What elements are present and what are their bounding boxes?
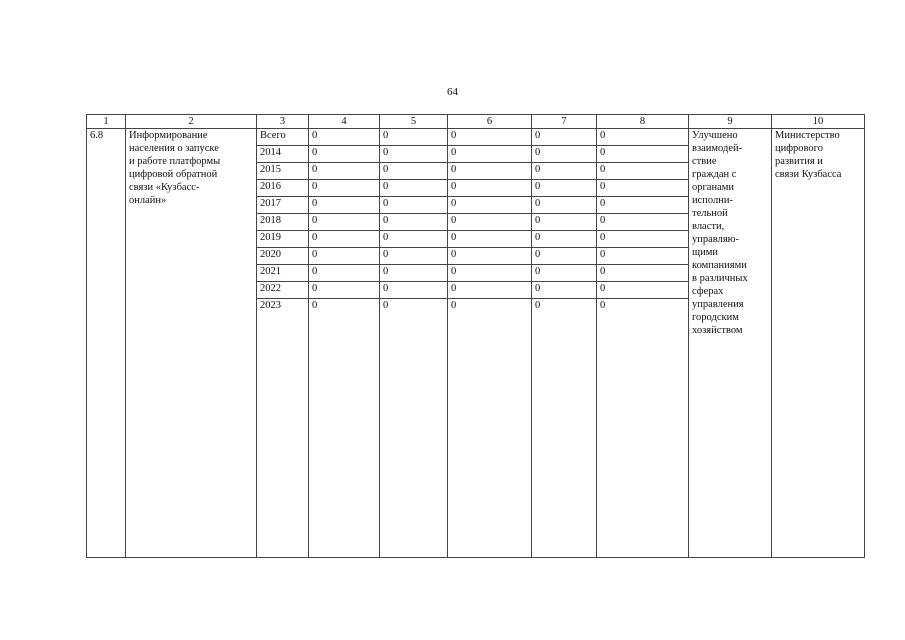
value-cell: 0 bbox=[448, 197, 532, 214]
column-header-6: 6 bbox=[448, 115, 532, 129]
value-cell: 0 bbox=[309, 299, 380, 558]
table-body bbox=[87, 129, 865, 558]
value-cell: 0 bbox=[597, 248, 689, 265]
column-header-4: 4 bbox=[309, 115, 380, 129]
value-cell: 0 bbox=[532, 282, 597, 299]
value-cell: 0 bbox=[448, 129, 532, 146]
value-cell: 0 bbox=[532, 299, 597, 558]
value-cell: 0 bbox=[309, 129, 380, 146]
header-row bbox=[87, 115, 865, 129]
column-header-9: 9 bbox=[689, 115, 772, 129]
value-cell: 0 bbox=[309, 282, 380, 299]
value-cell: 0 bbox=[380, 146, 448, 163]
value-cell: 0 bbox=[597, 197, 689, 214]
value-cell: 0 bbox=[448, 180, 532, 197]
value-cell: 0 bbox=[380, 299, 448, 558]
value-cell: 0 bbox=[309, 146, 380, 163]
column-header-2: 2 bbox=[126, 115, 257, 129]
value-cell: 0 bbox=[532, 146, 597, 163]
value-cell: 0 bbox=[309, 248, 380, 265]
period-cell: 2019 bbox=[257, 231, 309, 248]
row-responsible: Министерство цифрового развития и связи Кузбасса bbox=[772, 129, 865, 558]
value-cell: 0 bbox=[532, 231, 597, 248]
value-cell: 0 bbox=[380, 214, 448, 231]
value-cell: 0 bbox=[597, 214, 689, 231]
value-cell: 0 bbox=[309, 265, 380, 282]
value-cell: 0 bbox=[309, 197, 380, 214]
value-cell: 0 bbox=[532, 129, 597, 146]
value-cell: 0 bbox=[597, 180, 689, 197]
value-cell: 0 bbox=[380, 248, 448, 265]
value-cell: 0 bbox=[532, 180, 597, 197]
value-cell: 0 bbox=[597, 129, 689, 146]
value-cell: 0 bbox=[309, 163, 380, 180]
value-cell: 0 bbox=[448, 146, 532, 163]
value-cell: 0 bbox=[380, 129, 448, 146]
value-cell: 0 bbox=[597, 146, 689, 163]
period-cell: 2020 bbox=[257, 248, 309, 265]
value-cell: 0 bbox=[448, 231, 532, 248]
value-cell: 0 bbox=[380, 163, 448, 180]
value-cell: 0 bbox=[309, 214, 380, 231]
value-cell: 0 bbox=[597, 299, 689, 558]
value-cell: 0 bbox=[532, 248, 597, 265]
value-cell: 0 bbox=[597, 282, 689, 299]
value-cell: 0 bbox=[448, 265, 532, 282]
value-cell: 0 bbox=[532, 197, 597, 214]
value-cell: 0 bbox=[380, 231, 448, 248]
period-cell: 2022 bbox=[257, 282, 309, 299]
value-cell: 0 bbox=[380, 282, 448, 299]
value-cell: 0 bbox=[448, 248, 532, 265]
page-number: 64 bbox=[447, 86, 458, 98]
period-cell: 2016 bbox=[257, 180, 309, 197]
data-table bbox=[86, 114, 865, 558]
column-header-10: 10 bbox=[772, 115, 865, 129]
value-cell: 0 bbox=[309, 231, 380, 248]
row-result: Улучшено взаимодей- ствие граждан с органами исполни- тельной власти, управляю- щими компаниями в различных сферах управления городским хозяйством bbox=[689, 129, 772, 558]
value-cell: 0 bbox=[597, 163, 689, 180]
value-cell: 0 bbox=[380, 265, 448, 282]
period-cell: Всего bbox=[257, 129, 309, 146]
value-cell: 0 bbox=[380, 180, 448, 197]
table-row bbox=[87, 129, 865, 146]
period-cell: 2014 bbox=[257, 146, 309, 163]
value-cell: 0 bbox=[380, 197, 448, 214]
column-header-8: 8 bbox=[597, 115, 689, 129]
value-cell: 0 bbox=[448, 163, 532, 180]
row-name: Информирование населения о запуске и работе платформы цифровой обратной связи «Кузбасс- онлайн» bbox=[126, 129, 257, 558]
value-cell: 0 bbox=[448, 214, 532, 231]
value-cell: 0 bbox=[448, 299, 532, 558]
value-cell: 0 bbox=[532, 214, 597, 231]
value-cell: 0 bbox=[532, 163, 597, 180]
column-header-7: 7 bbox=[532, 115, 597, 129]
period-cell: 2017 bbox=[257, 197, 309, 214]
period-cell: 2018 bbox=[257, 214, 309, 231]
value-cell: 0 bbox=[309, 180, 380, 197]
period-cell: 2023 bbox=[257, 299, 309, 558]
value-cell: 0 bbox=[597, 265, 689, 282]
value-cell: 0 bbox=[532, 265, 597, 282]
column-header-1: 1 bbox=[87, 115, 126, 129]
column-header-3: 3 bbox=[257, 115, 309, 129]
row-id: 6.8 bbox=[87, 129, 126, 558]
value-cell: 0 bbox=[597, 231, 689, 248]
period-cell: 2015 bbox=[257, 163, 309, 180]
period-cell: 2021 bbox=[257, 265, 309, 282]
value-cell: 0 bbox=[448, 282, 532, 299]
column-header-5: 5 bbox=[380, 115, 448, 129]
